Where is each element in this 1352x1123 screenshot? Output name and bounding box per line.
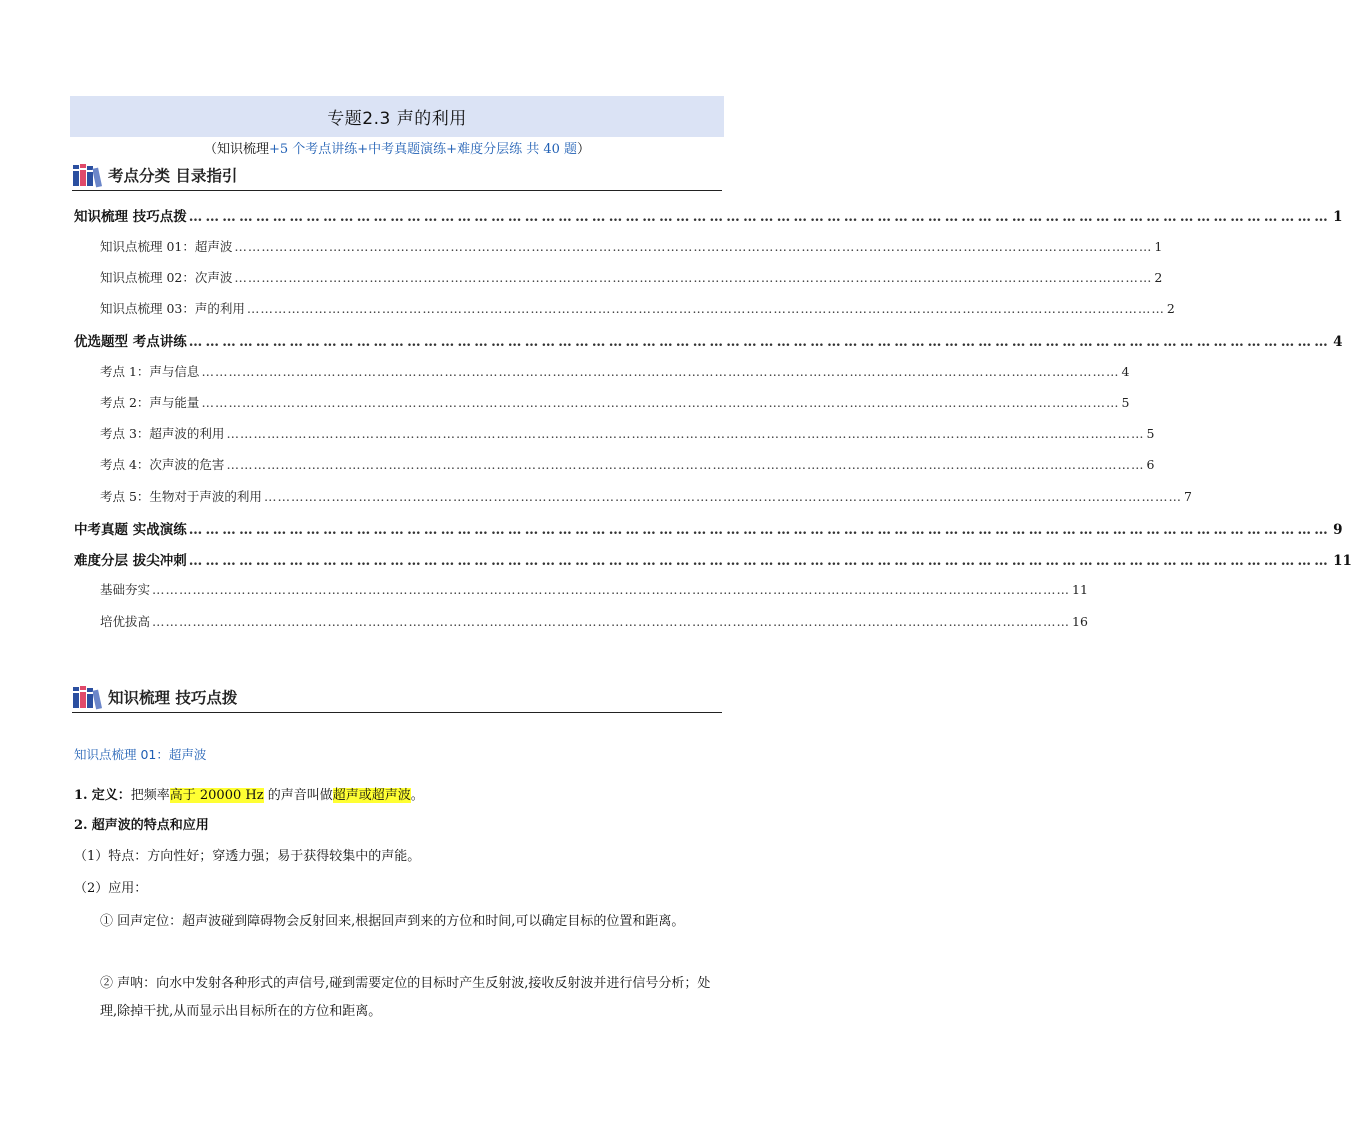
item-label: 定义： — [91, 788, 131, 803]
toc-page: 4 — [1333, 334, 1343, 350]
toc-entry[interactable] — [100, 424, 1155, 446]
toc-label: 知识梳理 技巧点拨 — [74, 209, 187, 225]
item-number: 2. — [74, 818, 88, 833]
toc-leader: …………………………………………………………………………………………………………………………………………………………………………………… — [152, 582, 1071, 597]
application-echo-location: ① 回声定位：超声波碰到障碍物会反射回来,根据回声到来的方位和时间,可以确定目标的位置和距离。 — [100, 914, 685, 929]
toc-label: 中考真题 实战演练 — [74, 522, 187, 538]
subtitle — [0, 138, 794, 157]
toc-label: 基础夯实 — [100, 582, 151, 597]
application-sonar: ② 声呐：向水中发射各种形式的声信号,碰到需要定位的目标时产生反射波,接收反射波并进行信号分析；处理,除掉干扰,从而显示出目标所在的方位和距离。 — [100, 976, 711, 1019]
toc-page: 16 — [1072, 614, 1088, 629]
subtitle-close: ） — [577, 142, 591, 157]
toc-page: 11 — [1072, 582, 1088, 597]
toc-entry[interactable] — [74, 518, 1343, 540]
toc-entry[interactable] — [100, 268, 1163, 290]
toc-label: 知识点梳理 03：声的利用 — [100, 301, 245, 316]
books-icon — [72, 163, 104, 187]
toc-page: 9 — [1333, 522, 1343, 538]
toc-page: 7 — [1183, 489, 1192, 504]
application-heading: （2）应用： — [74, 881, 148, 896]
toc-entry[interactable] — [100, 487, 1192, 509]
toc-page: 5 — [1146, 426, 1155, 441]
toc-entry[interactable] — [100, 580, 1088, 602]
toc-leader: …………………………………………………………………………………………………………………………………………………………………………………… — [263, 489, 1182, 504]
toc-label: 考点 3：超声波的利用 — [100, 426, 225, 441]
toc-label: 知识点梳理 01：超声波 — [100, 239, 233, 254]
toc-leader: …………………………………………………………………………………………………………………………………………………………………………………… — [201, 364, 1120, 379]
text-run: 。 — [410, 788, 424, 803]
toc-leader: …………………………………………………………………………………………………………………………………………………………………………………… — [188, 334, 1332, 350]
toc-leader: …………………………………………………………………………………………………………………………………………………………………………………… — [226, 426, 1145, 441]
toc-page: 4 — [1121, 364, 1130, 379]
toc-entry[interactable] — [100, 612, 1088, 634]
text-run: 把频率 — [130, 788, 170, 803]
toc-label: 优选题型 考点讲练 — [74, 334, 187, 350]
title-banner — [70, 96, 724, 137]
toc-leader: …………………………………………………………………………………………………………………………………………………………………………………… — [201, 395, 1120, 410]
toc-label: 考点 2：声与能量 — [100, 395, 200, 410]
toc-page: 5 — [1121, 395, 1130, 410]
toc-entry[interactable] — [100, 299, 1175, 321]
toc-leader: …………………………………………………………………………………………………………………………………………………………………………………… — [234, 270, 1153, 285]
section-header-toc — [72, 160, 722, 191]
toc-entry[interactable] — [100, 393, 1130, 415]
toc-label: 考点 5：生物对于声波的利用 — [100, 489, 262, 504]
toc-entry[interactable] — [74, 330, 1343, 352]
item-label: 超声波的特点和应用 — [91, 818, 209, 833]
highlight-frequency: 高于 20000 Hz — [169, 788, 264, 803]
toc-label: 难度分层 拔尖冲刺 — [74, 553, 187, 569]
toc-page: 2 — [1166, 301, 1175, 316]
subtitle-part-2: +中考真题演练 — [357, 142, 447, 157]
knowledge-point-heading: 知识点梳理 01：超声波 — [74, 747, 207, 762]
feature-text: （1）特点：方向性好；穿透力强；易于获得较集中的声能。 — [74, 849, 421, 864]
toc-leader: …………………………………………………………………………………………………………………………………………………………………………………… — [188, 209, 1332, 225]
toc-page: 11 — [1333, 553, 1352, 569]
toc-entry[interactable] — [100, 362, 1130, 384]
text-run: 的声音叫做 — [263, 788, 333, 803]
toc-label: 知识点梳理 02：次声波 — [100, 270, 233, 285]
toc-entry[interactable] — [100, 455, 1155, 477]
toc-leader: …………………………………………………………………………………………………………………………………………………………………………………… — [188, 553, 1332, 569]
section-title-knowledge: 知识梳理 技巧点拨 — [108, 689, 238, 707]
item-number: 1. — [74, 788, 88, 803]
books-icon — [72, 685, 104, 709]
highlight-term: 超声或超声波 — [332, 788, 411, 803]
subtitle-part-1: +5 个考点讲练 — [268, 142, 358, 157]
toc-entry[interactable] — [74, 205, 1343, 227]
toc-leader: …………………………………………………………………………………………………………………………………………………………………………………… — [152, 614, 1071, 629]
subtitle-open: （知识梳理 — [203, 142, 269, 157]
page-title: 专题2.3 声的利用 — [327, 109, 467, 129]
toc-leader: …………………………………………………………………………………………………………………………………………………………………………………… — [246, 301, 1165, 316]
toc-leader: …………………………………………………………………………………………………………………………………………………………………………………… — [226, 457, 1145, 472]
toc-entry[interactable] — [74, 549, 1352, 571]
toc-leader: …………………………………………………………………………………………………………………………………………………………………………………… — [234, 239, 1153, 254]
toc-label: 考点 4：次声波的危害 — [100, 457, 225, 472]
toc-entry[interactable] — [100, 237, 1163, 259]
toc-page: 1 — [1333, 209, 1343, 225]
toc-label: 培优拔高 — [100, 614, 151, 629]
item-definition — [74, 785, 724, 807]
toc-page: 2 — [1154, 270, 1163, 285]
toc-label: 考点 1：声与信息 — [100, 364, 200, 379]
toc-page: 6 — [1146, 457, 1155, 472]
section-header-knowledge — [72, 682, 722, 713]
section-title-toc: 考点分类 目录指引 — [108, 167, 238, 185]
toc-page: 1 — [1154, 239, 1163, 254]
subtitle-part-3: +难度分层练 共 40 题 — [446, 142, 578, 157]
toc-leader: …………………………………………………………………………………………………………………………………………………………………………………… — [188, 522, 1332, 538]
item-features-heading — [74, 815, 724, 837]
